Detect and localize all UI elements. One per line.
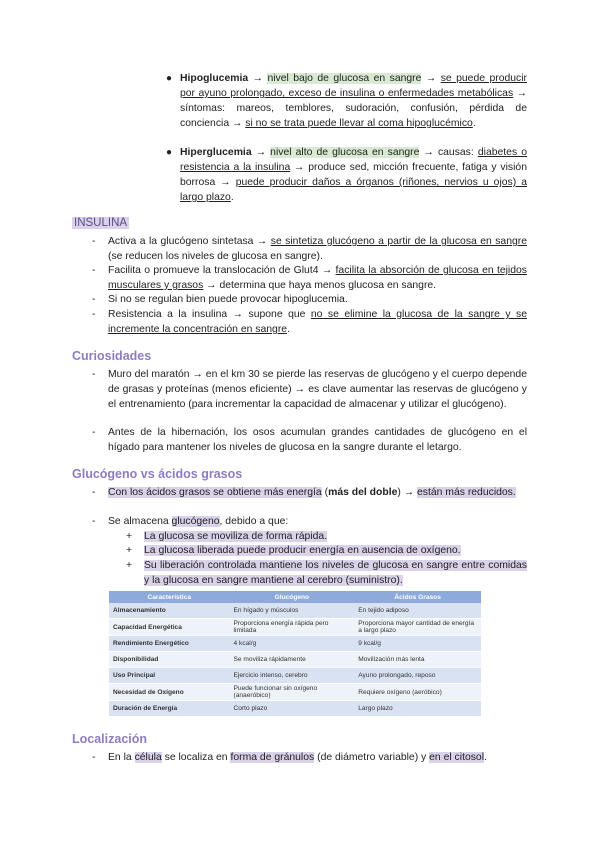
table-cell: Disponibilidad (109, 652, 230, 668)
insulina-item: Facilita o promueve la translocación de Glut4 → facilita la absorción de glucosa en tejidos musculares y grasos → determina que haya menos glucosa en sangre. (108, 265, 527, 291)
curiosidades-heading: Curiosidades (72, 349, 152, 363)
glucogeno-item: Se almacena glucógeno, debido a que: (108, 516, 289, 527)
table-cell: Largo plazo (354, 701, 481, 717)
table-cell: Corto plazo (230, 701, 355, 717)
table-row (109, 652, 481, 668)
hipoglucemia-paragraph: Hipoglucemia → nivel bajo de glucosa en sangre → se puede producir por ayuno prolongado, exceso de insulina o enfermedades metabólicas → síntomas: mareos, temblores, sudoración, confusión, pérdida de conciencia → si no se trata puede llevar al coma hipoglucémico. (180, 73, 528, 129)
dash: - (92, 236, 96, 247)
table-cell: 9 kcal/g (354, 636, 481, 652)
dash: - (92, 752, 96, 763)
hiperglucemia-paragraph: Hiperglucemia → nivel alto de glucosa en sangre → causas: diabetes o resistencia a la insulina → produce sed, micción frecuente, fatiga y visión borrosa → puede producir daños a órganos (riñones, nervios u ojos) a largo plazo. (180, 147, 528, 203)
table-header: Característica (109, 591, 230, 603)
glucogeno-heading: Glucógeno vs ácidos grasos (72, 467, 243, 481)
dash: - (92, 487, 96, 498)
insulina-item: Activa a la glucógeno sintetasa → se sintetiza glucógeno a partir de la glucosa en sangre (se reducen los niveles de glucosa en sangre). (108, 236, 527, 262)
insulina-item: Si no se regulan bien puede provocar hipoglucemia. (108, 294, 348, 305)
table-row (109, 684, 481, 701)
table-row (109, 603, 481, 619)
glucogeno-subitem: La glucosa se moviliza de forma rápida. (144, 531, 328, 542)
table-row (109, 636, 481, 652)
dash: - (92, 427, 96, 438)
plus: + (126, 531, 133, 542)
table-cell: Ayuno prolongado, reposo (354, 668, 481, 684)
table-cell: Se moviliza rápidamente (230, 652, 355, 668)
table-header-row (109, 591, 481, 603)
table-cell: Almacenamiento (109, 603, 230, 619)
table-cell: Necesidad de Oxígeno (109, 684, 230, 701)
glucogeno-item: Con los ácidos grasos se obtiene más energía (más del doble) → están más reducidos. (108, 487, 516, 498)
dash: - (92, 369, 96, 380)
glucogeno-subitem: La glucosa liberada puede producir energía en ausencia de oxígeno. (144, 545, 461, 556)
table-cell: En hígado y músculos (230, 603, 355, 619)
table-cell: Rendimiento Energético (109, 636, 230, 652)
table-cell: Movilización más lenta (354, 652, 481, 668)
table-cell: Proporciona energía rápida pero limitada (230, 619, 355, 636)
bullet: ● (166, 73, 173, 84)
table-cell: Uso Principal (109, 668, 230, 684)
insulina-item: Resistencia a la insulina → supone que no se elimine la glucosa de la sangre y se incremente la concentración en sangre. (108, 309, 527, 335)
localizacion-item: En la célula se localiza en forma de gránulos (de diámetro variable) y en el citosol. (108, 752, 487, 763)
plus: + (126, 560, 133, 571)
bullet: ● (166, 147, 173, 158)
table-cell: Ejercicio intenso, cerebro (230, 668, 355, 684)
plus: + (126, 545, 133, 556)
dash: - (92, 309, 96, 320)
localizacion-heading: Localización (72, 732, 148, 746)
dash: - (92, 265, 96, 276)
dash: - (92, 294, 96, 305)
table-cell: Duración de Energía (109, 701, 230, 717)
table-row (109, 668, 481, 684)
table-cell: Puede funcionar sin oxígeno (anaeróbico) (230, 684, 355, 701)
table-row (109, 619, 481, 636)
insulina-title: INSULINA (74, 217, 128, 229)
comparison-table (109, 591, 481, 717)
curiosidad-item: Muro del maratón → en el km 30 se pierde las reservas de glucógeno y el cuerpo depende de grasas y proteínas (menos eficiente) → es clave aumentar las reservas de glucógeno y el entrenamiento (para incrementar la capacidad de almacenar y utilizar el glucógeno). (108, 369, 527, 410)
table-row (109, 701, 481, 717)
table-cell: Proporciona mayor cantidad de energía a largo plazo (354, 619, 481, 636)
table-cell: En tejido adiposo (354, 603, 481, 619)
table-cell: Capacidad Energética (109, 619, 230, 636)
table-cell: 4 kcal/g (230, 636, 355, 652)
glucogeno-subitem: Su liberación controlada mantiene los niveles de glucosa en sangre entre comidas y la glucosa en sangre mantiene al cerebro (suministro). (144, 560, 527, 586)
table-header: Glucógeno (230, 591, 355, 603)
dash: - (92, 516, 96, 527)
table-header: Ácidos Grasos (354, 591, 481, 603)
table-cell: Requiere oxígeno (aeróbico) (354, 684, 481, 701)
curiosidad-item: Antes de la hibernación, los osos acumulan grandes cantidades de glucógeno en el hígado para mantener los niveles de glucosa en la sangre durante el letargo. (108, 427, 527, 453)
